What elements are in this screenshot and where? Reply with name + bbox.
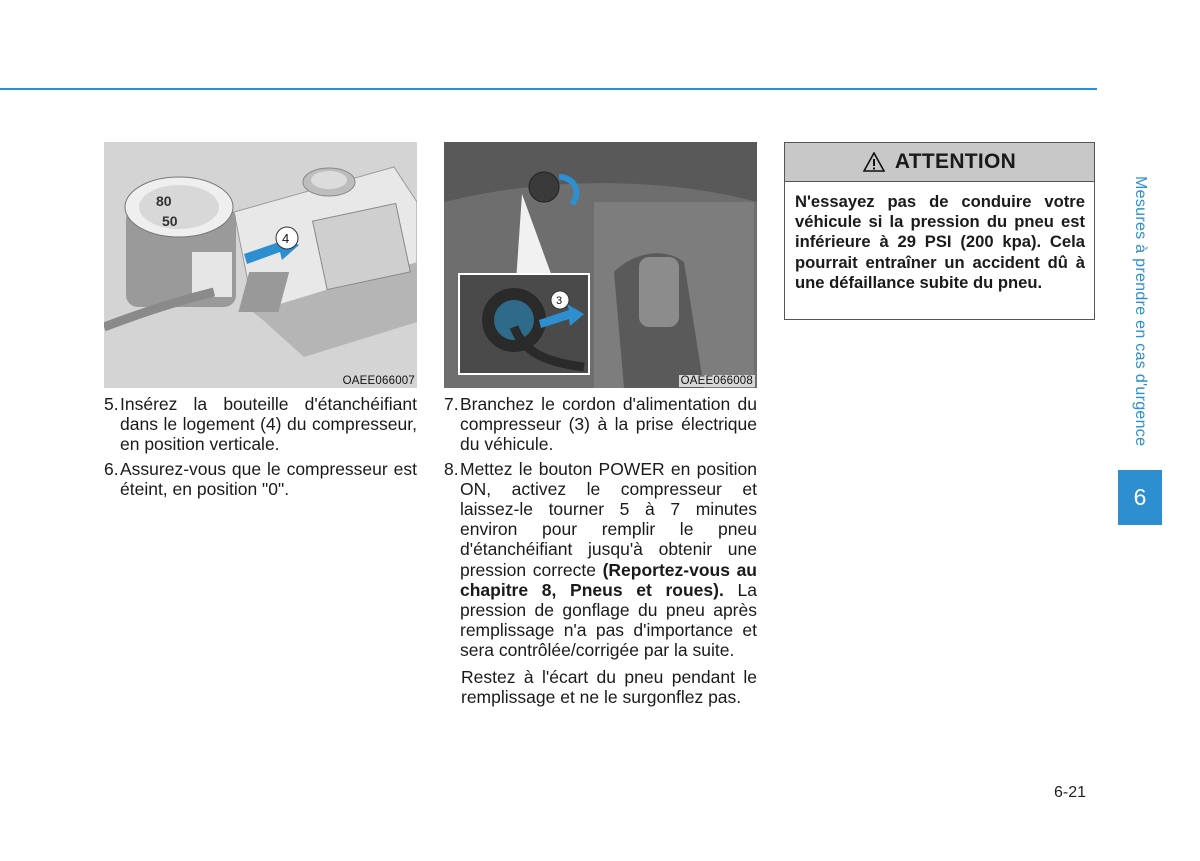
right-column bbox=[444, 394, 757, 707]
figure-power-outlet bbox=[444, 142, 757, 388]
step-text-part: La pression de gonflage du pneu après remplissage n'a pas d'importance et sera contrôlée/corrigée par la suite. bbox=[460, 579, 757, 661]
step-8 bbox=[444, 459, 757, 661]
attention-header bbox=[785, 143, 1094, 182]
step-5 bbox=[104, 394, 417, 455]
step-number: 6. bbox=[104, 458, 119, 479]
step-number: 5. bbox=[104, 394, 119, 414]
chapter-tab bbox=[1118, 470, 1162, 525]
sealant-compressor-illustration bbox=[104, 142, 417, 388]
warning-triangle-icon bbox=[863, 152, 885, 172]
step-6 bbox=[104, 459, 417, 499]
figure-caption: OAEE066008 bbox=[680, 375, 753, 387]
step-text-bold: (Reportez-vous au chapitre 8, Pneus et roues). bbox=[460, 559, 757, 600]
power-outlet-illustration bbox=[444, 142, 757, 388]
safety-note: Restez à l'écart du pneu pendant le remplissage et ne le surgonflez pas. bbox=[461, 666, 757, 707]
step-text: Branchez le cordon d'alimentation du compresseur (3) à la prise électrique du véhicule. bbox=[460, 394, 757, 455]
step-number: 7. bbox=[444, 394, 459, 414]
page-number: 6-21 bbox=[1054, 784, 1087, 801]
svg-text:50: 50 bbox=[162, 213, 178, 229]
top-rule bbox=[0, 88, 1097, 90]
step-7 bbox=[444, 394, 757, 455]
attention-body: N'essayez pas de conduire votre véhicule si la pression du pneu est inférieure à 29 PSI (200 kpa). Cela pourrait entraîner un accident dû à une défaillance subite du pneu. bbox=[795, 192, 1085, 292]
step-text-part: Mettez le bouton POWER en position ON, activez le compresseur et laissez-le tourner 5 à 7 minutes environ pour remplir le pneu d'étanchéifiant jusqu'à obtenir une pression correcte bbox=[460, 458, 757, 580]
callout-3: 3 bbox=[556, 295, 563, 307]
step-text: Assurez-vous que le compresseur est éteint, en position "0". bbox=[120, 458, 417, 499]
callout-4: 4 bbox=[282, 231, 290, 246]
chapter-title: Mesures à prendre en cas d'urgence bbox=[1132, 176, 1149, 447]
figure-sealant-compressor bbox=[104, 142, 417, 388]
step-number: 8. bbox=[444, 458, 459, 479]
step-text bbox=[460, 459, 757, 661]
chapter-number: 6 bbox=[1133, 484, 1147, 510]
chapter-side-label bbox=[1118, 176, 1162, 466]
step-text: Insérez la bouteille d'étanchéifiant dans le logement (4) du compresseur, en position verticale. bbox=[120, 394, 417, 455]
left-column bbox=[104, 394, 417, 503]
svg-text:80: 80 bbox=[156, 193, 172, 209]
attention-box bbox=[784, 142, 1095, 320]
figure-caption: OAEE066007 bbox=[342, 375, 415, 387]
attention-title: ATTENTION bbox=[894, 150, 1017, 173]
